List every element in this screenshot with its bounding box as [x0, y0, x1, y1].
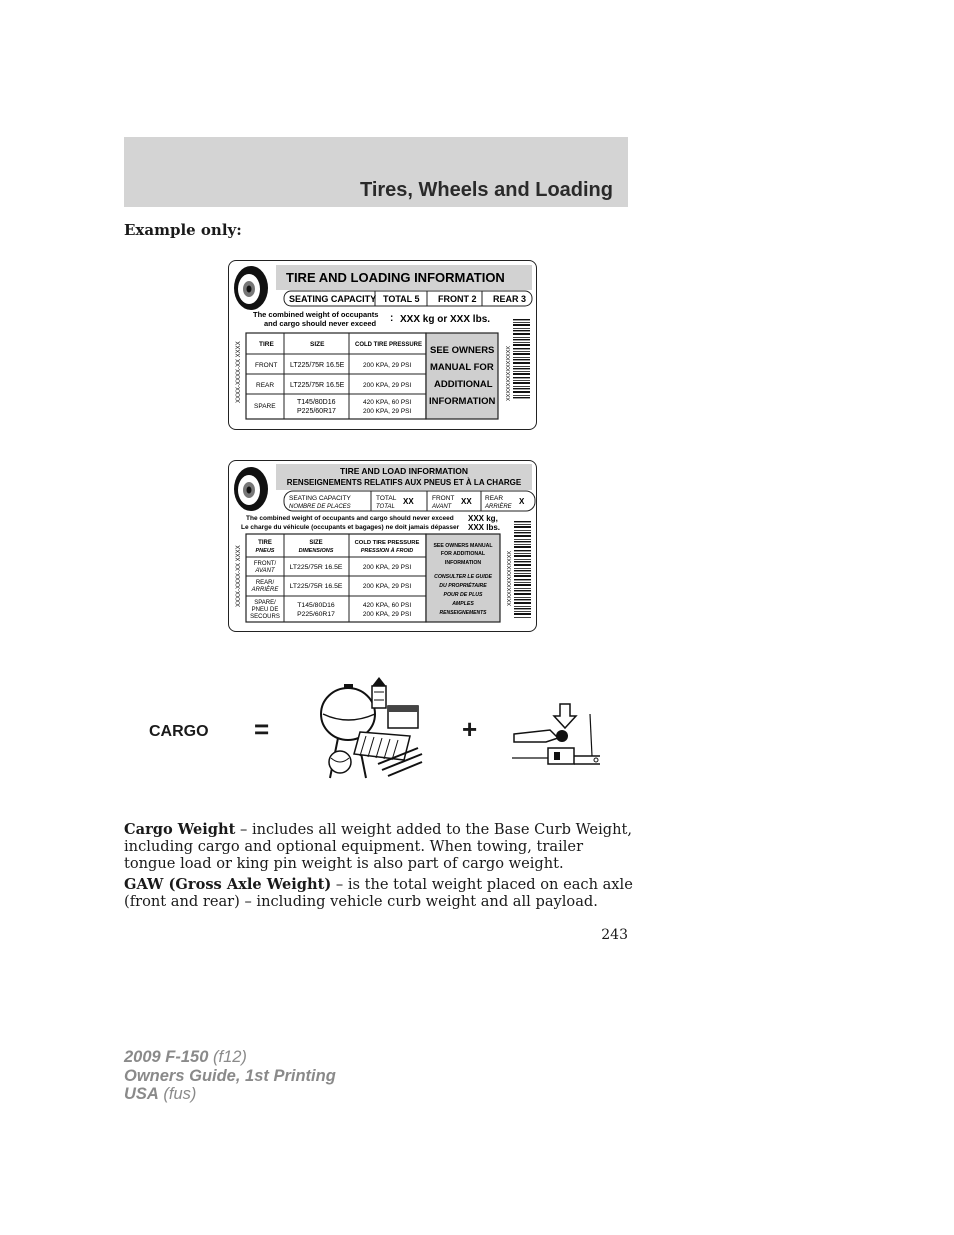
label1-see-owners-4: INFORMATION [429, 396, 496, 407]
section-title: Tires, Wheels and Loading [359, 179, 613, 201]
footer-region-code: (fus) [158, 1085, 197, 1103]
label2-see-owners-3: INFORMATION [444, 560, 482, 566]
label2-consulter-3: POUR DE PLUS [443, 592, 483, 598]
label2-row-front-tire: FRONT/ [253, 561, 277, 567]
label2-see-owners-1: SEE OWNERS MANUAL [433, 543, 493, 549]
label2-col-tire: TIRE [258, 540, 272, 546]
label1-row-spare-pressure: 420 KPA, 60 PSI [363, 399, 412, 406]
term-cargo-weight: Cargo Weight [124, 821, 236, 838]
label2-consulter-5: RENSEIGNEMENTS [439, 610, 487, 616]
tire-loading-label-english [228, 260, 537, 430]
label2-drawing [229, 461, 536, 631]
label1-col-tire: TIRE [259, 341, 274, 348]
label2-row-spare-size: T145/80D16 [297, 602, 335, 609]
label1-barcode [513, 319, 530, 398]
footer-model-code: (f12) [208, 1048, 247, 1066]
footer-region: USA [124, 1085, 159, 1103]
tire-loading-label-bilingual [228, 460, 537, 632]
equals-sign: = [254, 714, 270, 744]
plus-sign: + [462, 714, 478, 744]
definition-gaw: – is the total weight placed on each axle (front and rear) – including vehicle curb weight and all payload. [124, 876, 633, 910]
label2-combined-fr: Le charge du véhicule (occupants et bagages) ne doit jamais dépasser [241, 524, 460, 531]
label1-see-owners-2: MANUAL FOR [430, 362, 494, 373]
label2-row-rear-tire: REAR/ [255, 580, 275, 586]
label2-row-rear-size: LT225/75R 16.5E [289, 583, 343, 590]
definition-cargo-weight: – includes all weight added to the Base Curb Weight, including cargo and optional equipment. When towing, trailer tongue load or king pin weight is also part of cargo weight. [124, 821, 632, 872]
footer-guide: Owners Guide, 1st Printing [124, 1066, 336, 1085]
label1-rear: REAR 3 [493, 294, 527, 304]
term-gaw: GAW (Gross Axle Weight) [124, 876, 332, 893]
label1-row-spare-pressure2: 200 KPA, 29 PSI [363, 408, 412, 415]
label2-consulter-2: DU PROPRIÉTAIRE [439, 583, 487, 589]
label1-barcode-code: XXXXXXXXXXXXXXX [506, 345, 512, 401]
label2-title-fr: RENSEIGNEMENTS RELATIFS AUX PNEUS ET À LA CHARGE [286, 478, 522, 487]
label1-row-rear-tire: REAR [256, 382, 275, 389]
label2-seating-en: SEATING CAPACITY [289, 495, 351, 502]
label2-row-rear-tire-fr: ARRIÈRE [251, 587, 279, 593]
tire-icon [234, 266, 268, 310]
label2-col-size-fr: DIMENSIONS [298, 548, 334, 554]
label2-front-value: XX [461, 497, 472, 506]
paragraph-gaw [124, 877, 634, 911]
label2-consulter-1: CONSULTER LE GUIDE [434, 574, 492, 580]
label1-seating-capacity: SEATING CAPACITY [289, 294, 377, 304]
label1-row-rear-pressure: 200 KPA, 29 PSI [363, 382, 412, 389]
label1-front: FRONT 2 [438, 294, 477, 304]
label1-row-spare-tire: SPARE [254, 403, 276, 410]
label1-row-spare-size: T145/80D16 [297, 399, 336, 406]
label2-side-code: XXXX-XXXX-XX XXXX [236, 545, 242, 607]
label2-barcode-code: XXXXXXXXXXXXXXX [507, 550, 513, 606]
label2-rear-fr: ARRIÈRE [485, 504, 512, 510]
label2-limit-2: XXX lbs. [468, 523, 501, 532]
label2-see-owners-2: FOR ADDITIONAL [440, 551, 486, 557]
trailer-hitch-icon [510, 702, 604, 774]
label2-row-spare-pressure2: 200 KPA, 29 PSI [362, 611, 412, 618]
label1-row-rear-size: LT225/75R 16.5E [290, 382, 345, 389]
label1-title: TIRE AND LOADING INFORMATION [286, 270, 505, 285]
label1-see-owners-1: SEE OWNERS [430, 345, 495, 356]
label1-drawing [229, 261, 536, 429]
label2-row-rear-pressure: 200 KPA, 29 PSI [362, 583, 412, 590]
label2-total-en: TOTAL [376, 495, 397, 502]
label2-front-en: FRONT [432, 495, 455, 502]
page-number: 243 [601, 927, 628, 943]
cargo-illustration [124, 668, 628, 784]
label1-row-front-pressure: 200 KPA, 29 PSI [363, 362, 412, 369]
label1-col-size: SIZE [310, 341, 325, 348]
label2-col-size: SIZE [309, 540, 323, 546]
label1-row-spare-size2: P225/60R17 [297, 408, 336, 415]
header-band [124, 137, 628, 207]
label2-barcode [514, 521, 531, 618]
label1-combined-line1: The combined weight of occupants [253, 310, 379, 319]
label1-col-pressure: COLD TIRE PRESSURE [355, 342, 423, 348]
cargo-word: CARGO [149, 723, 209, 740]
label1-row-front-size: LT225/75R 16.5E [290, 362, 345, 369]
document-footer [124, 1048, 336, 1104]
label2-row-spare-size2: P225/60R17 [297, 611, 335, 618]
paragraph-cargo-weight [124, 822, 634, 872]
label2-col-tire-fr: PNEUS [255, 548, 275, 554]
example-label: Example only: [124, 221, 242, 239]
label2-col-pressure: COLD TIRE PRESSURE [354, 540, 420, 546]
label1-limit: XXX kg or XXX lbs. [400, 314, 491, 325]
label2-rear-value: X [519, 497, 525, 506]
label2-seating-fr: NOMBRE DE PLACES [289, 504, 351, 510]
label2-row-front-size: LT225/75R 16.5E [289, 564, 343, 571]
label2-row-spare-tire: SPARE/ [254, 600, 276, 606]
label2-front-fr: AVANT [432, 504, 452, 510]
label1-total: TOTAL 5 [383, 294, 420, 304]
label2-consulter-4: AMPLES [452, 601, 474, 607]
label1-row-front-tire: FRONT [255, 362, 278, 369]
label2-row-spare-pressure: 420 KPA, 60 PSI [362, 602, 412, 609]
label2-total-value: XX [403, 497, 414, 506]
label2-col-pressure-fr: PRESSION À FROID [360, 548, 414, 554]
svg-text::: : [390, 313, 394, 324]
tire-icon [234, 467, 268, 511]
label2-title-en: TIRE AND LOAD INFORMATION [340, 466, 468, 476]
label2-row-front-pressure: 200 KPA, 29 PSI [362, 564, 412, 571]
label1-combined-line2: and cargo should never exceed [264, 319, 377, 328]
label2-total-fr: TOTAL [376, 504, 395, 510]
label2-limit-1: XXX kg, [468, 514, 498, 523]
label2-row-front-tire-fr: AVANT [255, 568, 275, 574]
label1-see-owners-3: ADDITIONAL [434, 379, 493, 390]
label1-side-code: XXXX-XXXX-XX XXXX [236, 341, 242, 403]
label2-row-spare-tire3: SECOURS [250, 614, 280, 620]
footer-model: 2009 F-150 [124, 1048, 209, 1066]
label2-combined-en: The combined weight of occupants and cargo should never exceed [246, 515, 454, 522]
cargo-items-icon [318, 674, 428, 784]
label2-row-spare-tire2: PNEU DE [251, 607, 279, 613]
label2-rear-en: REAR [485, 495, 504, 502]
